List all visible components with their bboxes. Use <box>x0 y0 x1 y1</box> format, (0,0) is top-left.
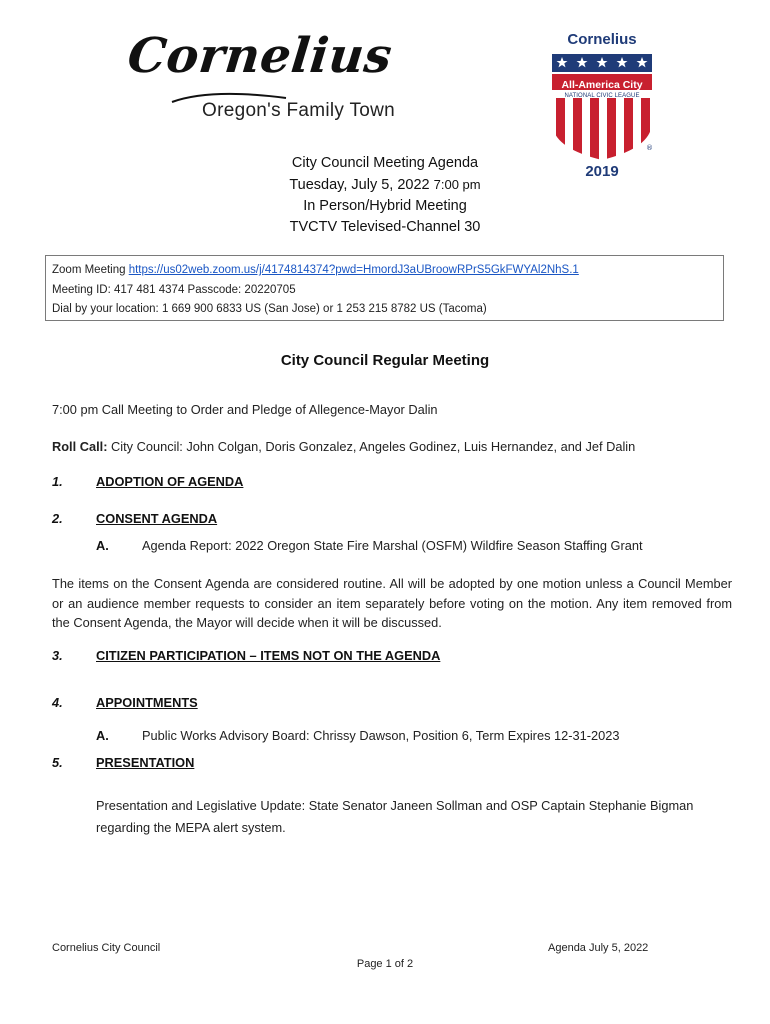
header-title: City Council Meeting Agenda <box>291 155 479 171</box>
header-time: 7:00 pm <box>433 177 481 192</box>
svg-text:®: ® <box>646 144 653 152</box>
roll-call-label: Roll Call: <box>52 439 108 454</box>
call-to-order: 7:00 pm Call Meeting to Order and Pledge of Allegence-Mayor Dalin <box>52 402 438 417</box>
section-title: City Council Regular Meeting <box>280 352 490 369</box>
item-1-title: ADOPTION OF AGENDA <box>96 474 244 489</box>
logo-tagline: Oregon's Family Town <box>202 100 396 121</box>
zoom-meeting-id: Meeting ID: 417 481 4374 Passcode: 20220705 <box>52 283 296 296</box>
zoom-link-line <box>52 261 723 281</box>
item-1-number: 1. <box>52 474 63 489</box>
footer-right: Agenda July 5, 2022 <box>548 942 649 954</box>
presentation-description: Presentation and Legislative Update: State Senator Janeen Sollman and OSP Captain Stephanie Bigman regarding the MEPA alert system. <box>96 798 694 835</box>
item-5-title: PRESENTATION <box>96 755 195 770</box>
badge-city-name: Cornelius <box>567 31 637 48</box>
badge-award-name: All-America City <box>561 79 643 91</box>
zoom-meeting-link[interactable]: https://us02web.zoom.us/j/4174814374?pwd=HmordJ3aUBroowRPrS5GkFWYAl2NhS.1 <box>128 264 579 276</box>
badge-organization: NATIONAL CIVIC LEAGUE <box>564 93 640 99</box>
item-4-number: 4. <box>52 695 63 710</box>
cornelius-logo-wordmark: Cornelius <box>125 28 395 84</box>
agenda-header <box>230 153 540 238</box>
roll-call-text: City Council: John Colgan, Doris Gonzalez, Angeles Godinez, Luis Hernandez, and Jef Dalin <box>107 439 636 454</box>
zoom-info-box <box>45 255 724 321</box>
item-4a-text: Public Works Advisory Board: Chrissy Dawson, Position 6, Term Expires 12-31-2023 <box>142 728 620 743</box>
item-4-title: APPOINTMENTS <box>96 695 198 710</box>
item-3-number: 3. <box>52 648 63 663</box>
header-date: Tuesday, July 5, 2022 <box>289 177 434 193</box>
item-2-title: CONSENT AGENDA <box>96 511 218 526</box>
item-3-title: CITIZEN PARTICIPATION – ITEMS NOT ON THE AGENDA <box>96 648 441 663</box>
zoom-dial-in: Dial by your location: 1 669 900 6833 US (San Jose) or 1 253 215 8782 US (Tacoma) <box>52 303 487 315</box>
item-2-number: 2. <box>52 511 63 526</box>
consent-agenda-note: The items on the Consent Agenda are considered routine. All will be adopted by one motion unless a Council Member or an audience member requests to consider an item separately before voting on the motion. Any item removed from the Consent Agenda, the Mayor will decide when it will be discussed. <box>52 576 732 630</box>
item-2a-letter: A. <box>96 538 109 553</box>
item-5-number: 5. <box>52 755 63 770</box>
item-2a-text: Agenda Report: 2022 Oregon State Fire Marshal (OSFM) Wildfire Season Staffing Grant <box>142 538 643 553</box>
header-date-line <box>230 174 540 196</box>
footer-left: Cornelius City Council <box>52 942 161 954</box>
header-broadcast: TVCTV Televised-Channel 30 <box>289 219 481 235</box>
page-number: Page 1 of 2 <box>356 958 414 970</box>
item-4a-letter: A. <box>96 728 109 743</box>
badge-year: 2019 <box>585 163 619 180</box>
header-meeting-type: In Person/Hybrid Meeting <box>303 198 467 214</box>
zoom-label: Zoom Meeting <box>52 264 129 276</box>
roll-call <box>52 437 635 457</box>
